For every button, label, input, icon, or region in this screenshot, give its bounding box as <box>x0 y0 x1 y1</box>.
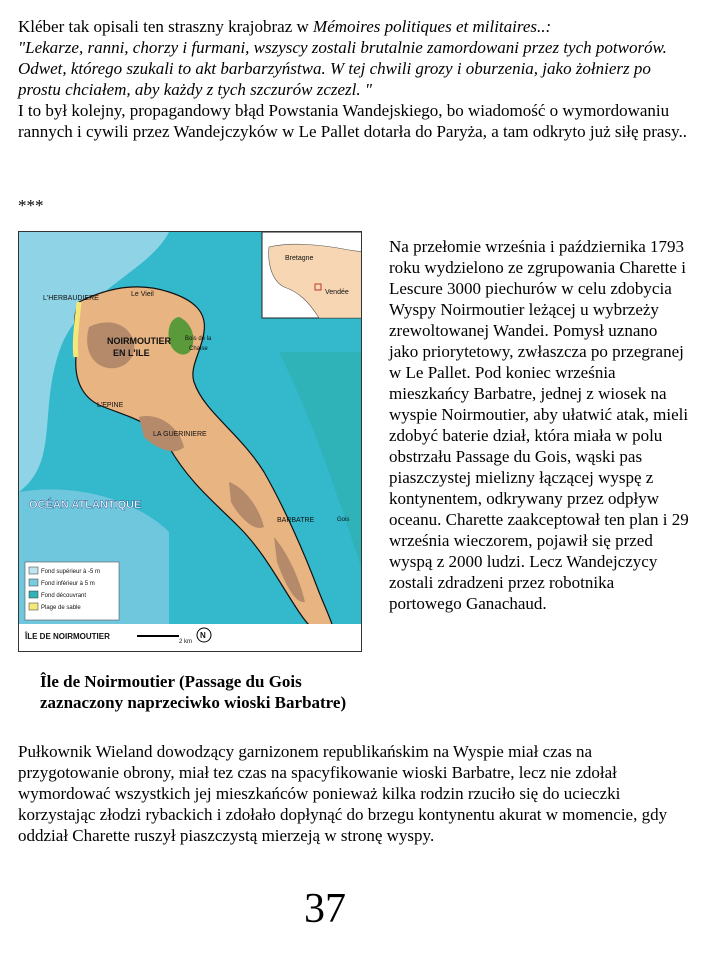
closing-paragraph: Pułkownik Wieland dowodzący garnizonem republikańskim na Wyspie miał czas na przygotowanie obrony, miał tez czas na spacyfikowanie wioski Barbatre, lecz nie zdołał wymordować wszystkich jej mieszkańców ponieważ kilka rodzin rzuciło się do ucieczki korzystając złodzi rybackich i zdołało dopłynąć do brzegu kontynentu akurat w momencie, gdy oddział Charette ruszył piaszczystą mierzeją w stronę wyspy. <box>18 742 668 845</box>
map-graphic <box>19 232 362 652</box>
right-column-paragraph: Na przełomie września i października 1793 roku wydzielono ze zgrupowania Charette i Lescure 3000 piechurów w celu zdobycia Wyspy Noirmoutier leżącej u wybrzeży zrewoltowanej Wandei. Pomysł uznano jako priorytetowy, zwłaszcza po przegranej w Le Pallet. Pod koniec września mieszkańcy Barbatre, jednej z wiosek na wyspie Noirmoutier, aby ułatwić atak, mieli zdobyć baterie dział, która miała w polu obstrzału Passage du Gois, wąski pas piaszczystej mielizny łączącej wyspę z kontynentem, odkrywany przez odpływ oceanu. Charette zaakceptował ten plan i 29 września wieczorem, pojawił się przed wyspą z 2000 ludzi. Lecz Wandejczycy zostali zdradzeni przez robotnika portowego Ganachaud. <box>389 237 689 613</box>
inset-label-vendee: Vendée <box>325 289 349 296</box>
scale-label: 2 km <box>179 639 193 645</box>
book-title: Mémoires politiques et militaires..: <box>313 17 552 36</box>
map-footer-title: ÎLE DE NOIRMOUTIER <box>25 632 110 641</box>
label-epine: L'EPINE <box>97 402 124 409</box>
label-herbaudiere: L'HERBAUDIERE <box>43 295 99 302</box>
legend-swatch-3 <box>29 591 38 598</box>
page-number: 37 <box>304 886 346 932</box>
noirmoutier-map <box>18 231 362 652</box>
kleber-quote: "Lekarze, ranni, chorzy i furmani, wszyscy zostali brutalnie zamordowani przez tych potworów. Odwet, którego szukali to akt barbarzyństwa. W tej chwili grozy i oburzenia, jako żołnierz po prostu chciałem, aby każdy z tych szczurów zczezl. " <box>18 38 667 99</box>
legend-label-2: Fond inférieur à 5 m <box>41 581 95 587</box>
legend-swatch-1 <box>29 567 38 574</box>
label-town-2: EN L'ILE <box>113 348 150 358</box>
legend-label-1: Fond supérieur à -5 m <box>41 569 101 575</box>
label-chaise: Chaise <box>189 346 208 352</box>
section-separator: *** <box>18 196 44 215</box>
inset-label-bretagne: Bretagne <box>285 255 314 262</box>
legend-swatch-4 <box>29 603 38 610</box>
label-barbatre: BARBATRE <box>277 517 315 524</box>
label-ocean: OCÉAN ATLANTIQUE <box>29 499 142 511</box>
intro-text-start: Kléber tak opisali ten straszny krajobraz w <box>18 17 314 36</box>
intro-text-end: I to był kolejny, propagandowy błąd Powstania Wandejskiego, bo wiadomość o wymordowaniu rannych i cywili przez Wandejczyków w Le Pallet dotarła do Paryża, a tam odkryto już siłę prasy.. <box>18 101 687 141</box>
map-caption: Île de Noirmoutier (Passage du Gois zaznaczony naprzeciwko wioski Barbatre) <box>40 672 347 712</box>
label-gois: Gois <box>337 517 350 523</box>
label-bois: Bois de la <box>185 336 212 342</box>
label-vieil: Le Vieil <box>131 291 154 298</box>
legend-label-4: Plage de sable <box>41 605 81 611</box>
legend-swatch-2 <box>29 579 38 586</box>
label-town-1: NOIRMOUTIER <box>107 336 171 346</box>
legend-label-3: Fond découvrant <box>41 593 87 599</box>
north-label: N <box>200 631 206 640</box>
intro-paragraph <box>18 16 690 142</box>
label-gueriniere: LA GUERINIERE <box>153 431 207 438</box>
